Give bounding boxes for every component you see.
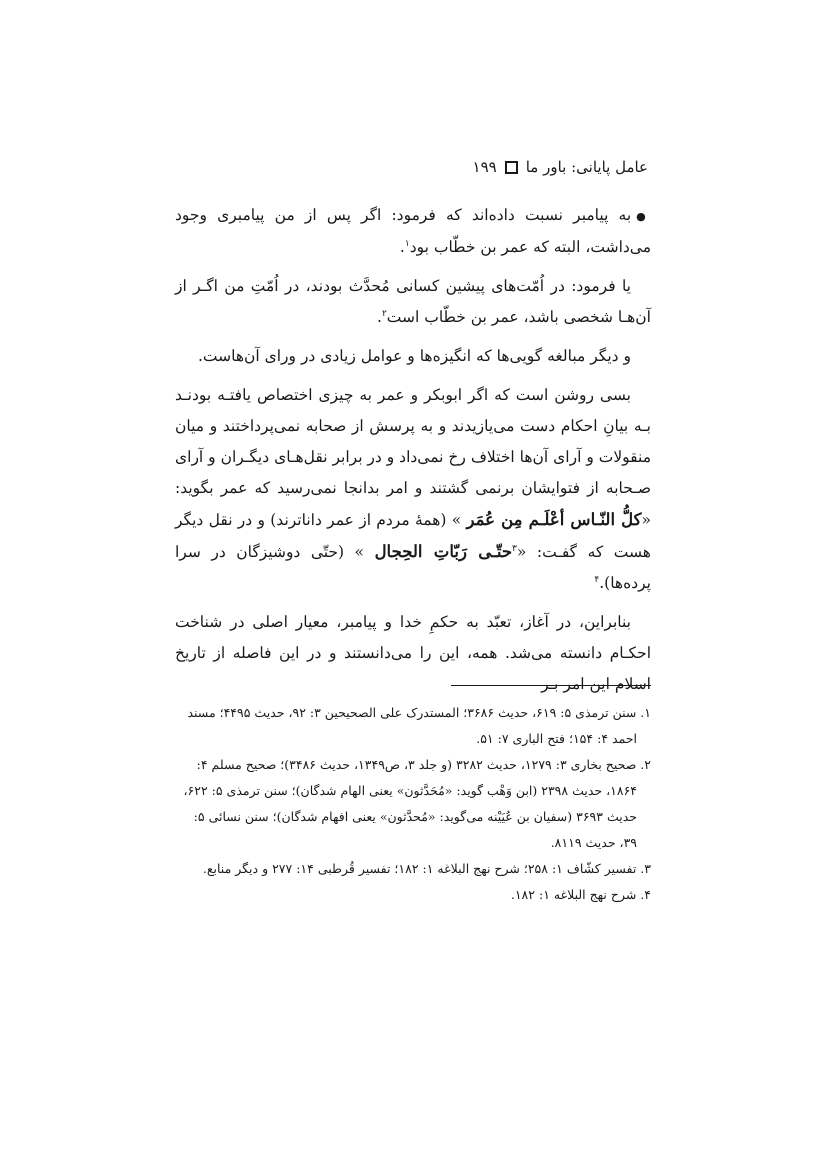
paragraph-2-text: یا فرمود: در اُمّت‌های پیشین کسانی مُحدَّث بودند، در اُمّتِ من اگـر از آن‌هـا شخصی باشد، عمر بن خطّاب است	[175, 277, 651, 326]
footnote-1: ۱. سنن ترمذی ۵: ۶۱۹، حدیث ۳۶۸۶؛ المستدرک علی الصحیحین ۳: ۹۲، حدیث ۴۴۹۵؛ مسند احمد ۴: ۱۵۴؛ فتح الباری ۷: ۵۱.	[187, 705, 651, 746]
paragraph-4-text-c: » (حتّی دوشیزگان در سرا پرده‌ها).	[175, 543, 651, 592]
paragraph-1-text: به پیامبر نسبت داده‌اند که فرمود: اگر پس از من پیامبری وجود می‌داشت، البته که عمر بن خطّاب بود	[175, 206, 651, 256]
square-ornament-icon	[505, 161, 518, 174]
paragraph-4	[175, 380, 651, 599]
paragraph-4-text-a: بسی روشن است که اگر ابوبکر و عمر به چیزی اختصاص یافتـه بودنـد بـه بیانِ احکام دست می‌یازیدند و به پرسش از صحابه نمی‌پرداختند و میان منقولات و آرای آن‌ها اختلاف رخ نمی‌داد و در برابر نقل‌هـای دیگـران و آرای صـحابه از فتوایشان برنمی گشتند و امر بدانجا نمی‌رسید که عمر بگوید: «	[175, 386, 651, 529]
footnotes	[175, 700, 651, 908]
paragraph-2-end: .	[377, 308, 382, 326]
footnote-separator	[451, 685, 651, 686]
footnote-ref-3[interactable]: ۳	[512, 543, 517, 554]
footnote-2: ۲. صحیح بخاری ۳: ۱۲۷۹، حدیث ۳۲۸۲ (و جلد ۳، ص۱۳۴۹، حدیث ۳۴۸۶)؛ صحیح مسلم ۴: ۱۸۶۴، حدیث ۲۳۹۸ (ابن وَهْب گوید: «مُحَدَّثون» یعنی الهام شدگان)؛ سنن ترمذی ۵: ۶۲۲، حدیث ۳۶۹۳ (سفیان بن عُیَیْنه می‌گوید: «مُحدَّثون» یعنی افهام شدگان)؛ سنن نسائی ۵: ۳۹، حدیث ۸۱۱۹.	[183, 757, 651, 850]
main-text	[175, 200, 651, 712]
header-title: عامل پایانی: باور ما	[525, 158, 648, 176]
paragraph-4-text-b: » (همهٔ مردم از عمر داناترند) و در نقل دیگر هست که گفـت: «	[175, 511, 651, 561]
paragraph-5: بنابراین، در آغاز، تعبّد به حکمِ خدا و پیامبر، معیار اصلی در شناخت احکـام دانسته می‌شد. همه، این را می‌دانستند و در این فاصله از تاریخ اسلام این امر بـر	[175, 613, 651, 693]
footnote-ref-1[interactable]: ۱	[404, 238, 410, 249]
arabic-quote-2: حتّـى رَبّاتِ الحِجال	[374, 542, 513, 561]
page-number: ۱۹۹	[472, 158, 497, 176]
footnote-ref-2[interactable]: ۲	[381, 308, 387, 319]
arabic-quote-1: كلُّ النّـاس أعْلَـم مِن عُمَر	[466, 510, 642, 529]
running-header	[473, 158, 648, 176]
paragraph-2	[175, 271, 651, 333]
footnote-ref-4[interactable]: ۴	[594, 574, 600, 585]
bullet-icon: ●	[636, 210, 651, 223]
paragraph-3: و دیگر مبالغه گویی‌ها که انگیزه‌ها و عوامل زیادی در ورای آن‌هاست.	[197, 347, 631, 365]
footnote-4: ۴. شرح نهج البلاغه ۱: ۱۸۲.	[510, 887, 651, 902]
paragraph-1-end: .	[399, 238, 405, 256]
footnote-3: ۳. تفسیر کشّاف ۱: ۲۵۸؛ شرح نهج البلاغه ۱: ۱۸۲؛ تفسیر قُرطبی ۱۴: ۲۷۷ و دیگر منابع.	[202, 861, 651, 876]
paragraph-1	[175, 200, 651, 263]
